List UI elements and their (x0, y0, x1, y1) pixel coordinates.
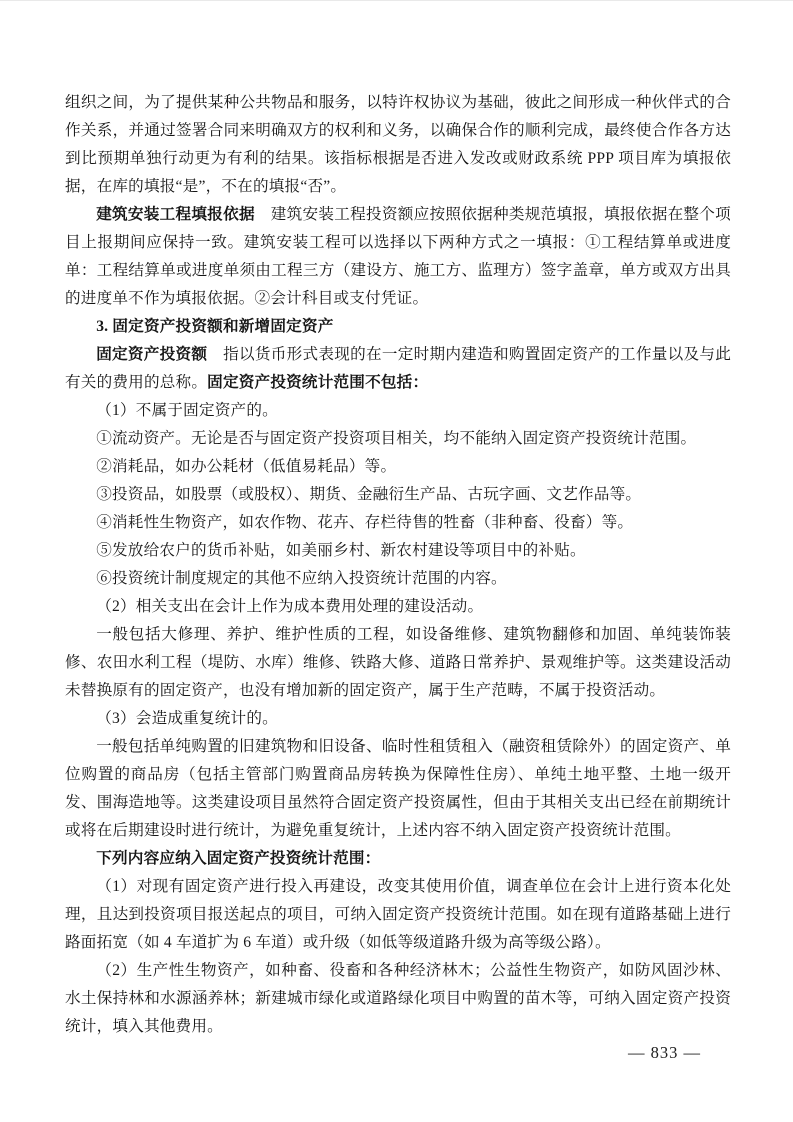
paragraph (65, 733, 731, 845)
paragraph (65, 593, 731, 621)
text-run: ⑤发放给农户的货币补贴，如美丽乡村、新农村建设等项目中的补贴。 (96, 542, 586, 559)
text-run: 一般包括单纯购置的旧建筑物和旧设备、临时性租赁租入（融资租赁除外）的固定资产、单位购置的商品房（包括主管部门购置商品房转换为保障性住房）、单纯土地平整、土地一级开发、围海造地等。这类建设项目虽然符合固定资产投资属性，但由于其相关支出已经在前期统计或将在后期建设时进行统计，为避免重复统计，上述内容不纳入固定资产投资统计范围。 (65, 738, 731, 839)
text-run-bold: 固定资产投资额 (96, 346, 208, 363)
text-run: ③投资品，如股票（或股权）、期货、金融衍生产品、古玩字画、文艺作品等。 (96, 486, 642, 503)
paragraph (65, 845, 731, 873)
paragraph (65, 341, 731, 397)
paragraph (65, 453, 731, 481)
paragraph (65, 705, 731, 733)
paragraph (65, 481, 731, 509)
text-run: ④消耗性生物资产，如农作物、花卉、存栏待售的牲畜（非种畜、役畜）等。 (96, 514, 634, 531)
paragraph (65, 565, 731, 593)
paragraph (65, 509, 731, 537)
paragraph (65, 425, 731, 453)
text-run: 组织之间，为了提供某种公共物品和服务，以特许权协议为基础，彼此之间形成一种伙伴式的合作关系，并通过签署合同来明确双方的权利和义务，以确保合作的顺利完成，最终使合作各方达到比预期单独行动更为有利的结果。该指标根据是否进入发改或财政系统 PPP 项目库为填报依据，在库的填报“是”，不在的填报“否”。 (65, 94, 731, 195)
text-run: （1）对现有固定资产进行投入再建设，改变其使用价值，调查单位在会计上进行资本化处理，且达到投资项目报送起点的项目，可纳入固定资产投资统计范围。如在现有道路基础上进行路面拓宽（如 4 车道扩为 6 车道）或升级（如低等级道路升级为高等级公路）。 (65, 878, 731, 951)
text-run: ⑥投资统计制度规定的其他不应纳入投资统计范围的内容。 (96, 570, 507, 587)
text-run: （3）会造成重复统计的。 (96, 710, 278, 727)
paragraph (65, 397, 731, 425)
document-body (65, 89, 731, 1041)
text-run: 一般包括大修理、养护、维护性质的工程，如设备维修、建筑物翻修和加固、单纯装饰装修、农田水利工程（堤防、水库）维修、铁路大修、道路日常养护、景观维护等。这类建设活动未替换原有的固定资产，也没有增加新的固定资产，属于生产范畴，不属于投资活动。 (65, 626, 731, 699)
paragraph (65, 89, 731, 201)
text-run-bold: 建筑安装工程填报依据 (96, 206, 255, 223)
paragraph (65, 201, 731, 313)
text-run: （2）生产性生物资产，如种畜、役畜和各种经济林木；公益性生物资产，如防风固沙林、水土保持林和水源涵养林；新建城市绿化或道路绿化项目中购置的苗木等，可纳入固定资产投资统计，填入其他费用。 (65, 962, 731, 1035)
paragraph (65, 621, 731, 705)
text-run-bold: 固定资产投资统计范围不包括： (207, 374, 429, 391)
text-run: 指以货币形式表现的在一定时期内建造和购置固定资产的工作量以及与此有关的费用的总称。 (65, 346, 731, 391)
text-run: ①流动资产。无论是否与固定资产投资项目相关，均不能纳入固定资产投资统计范围。 (96, 430, 697, 447)
text-run-bold: 下列内容应纳入固定资产投资统计范围： (96, 850, 381, 867)
paragraph (65, 873, 731, 957)
text-run: （2）相关支出在会计上作为成本费用处理的建设活动。 (96, 598, 484, 615)
text-run-bold: 3. 固定资产投资额和新增固定资产 (96, 318, 334, 335)
text-run: 建筑安装工程投资额应按照依据种类规范填报，填报依据在整个项目上报期间应保持一致。建筑安装工程可以选择以下两种方式之一填报：①工程结算单或进度单：工程结算单或进度单须由工程三方（建设方、施工方、监理方）签字盖章，单方或双方出具的进度单不作为填报依据。②会计科目或支付凭证。 (65, 206, 731, 307)
page-number: — 833 — (628, 1043, 701, 1062)
paragraph (65, 313, 731, 341)
text-run: （1）不属于固定资产的。 (96, 402, 278, 419)
text-run: ②消耗品，如办公耗材（低值易耗品）等。 (96, 458, 397, 475)
paragraph (65, 957, 731, 1041)
paragraph (65, 537, 731, 565)
